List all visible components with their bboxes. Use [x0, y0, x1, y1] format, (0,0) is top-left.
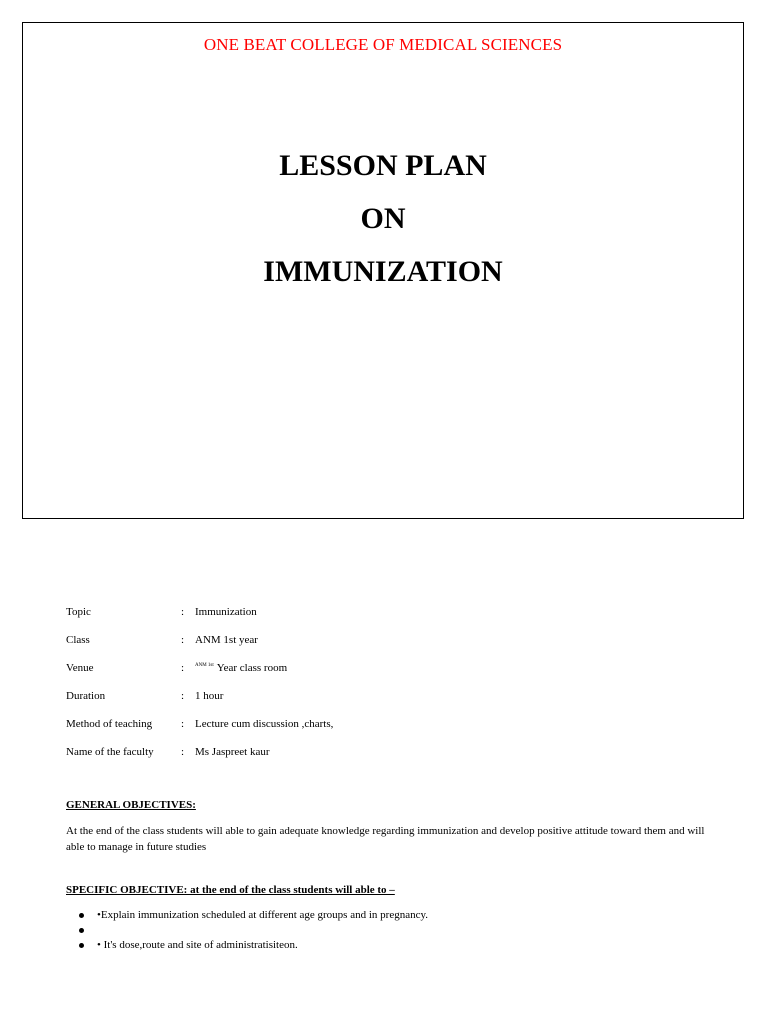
list-item-text: •Explain immunization scheduled at different age groups and in pregnancy. — [97, 909, 428, 921]
bullet-icon — [79, 928, 84, 933]
info-value: Ms Jaspreet kaur — [195, 746, 270, 758]
title-line-3: IMMUNIZATION — [263, 255, 503, 288]
info-separator: : — [181, 606, 185, 618]
cover-title — [23, 139, 743, 298]
info-label: Duration — [66, 690, 106, 702]
title-line-1: LESSON PLAN — [279, 149, 487, 182]
info-label: Topic — [66, 606, 91, 618]
info-value: 1 hour — [195, 690, 224, 702]
info-separator: : — [181, 690, 185, 702]
info-value: Lecture cum discussion ,charts, — [195, 718, 334, 730]
info-label: Class — [66, 634, 90, 646]
info-label: Method of teaching — [66, 718, 153, 730]
info-label: Name of the faculty — [66, 746, 154, 758]
info-separator: : — [181, 634, 185, 646]
info-value — [195, 662, 287, 674]
info-value: ANM 1st year — [195, 634, 258, 646]
specific-objective-list — [66, 908, 706, 953]
bullet-icon — [79, 943, 84, 948]
list-item — [66, 938, 706, 953]
info-value: Immunization — [195, 606, 257, 618]
venue-superscript: ANM 1st — [195, 663, 214, 668]
title-line-2: ON — [360, 202, 406, 235]
bullet-icon — [79, 913, 84, 918]
info-label: Venue — [66, 662, 94, 674]
venue-text: Year class room — [216, 662, 288, 674]
list-item-text: • It's dose,route and site of administratisiteon. — [97, 939, 298, 951]
cover-box — [22, 22, 744, 519]
college-name: ONE BEAT COLLEGE OF MEDICAL SCIENCES — [203, 35, 563, 54]
info-separator: : — [181, 746, 185, 758]
general-objectives-heading: GENERAL OBJECTIVES: — [66, 799, 196, 811]
specific-objective-heading: SPECIFIC OBJECTIVE: at the end of the class students will able to – — [66, 884, 395, 896]
info-separator: : — [181, 662, 185, 674]
info-separator: : — [181, 718, 185, 730]
general-objectives-text: At the end of the class students will able to gain adequate knowledge regarding immunization and develop positive attitude toward them and will able to manage in future studies — [66, 825, 705, 853]
list-item — [66, 908, 706, 923]
list-item — [66, 923, 706, 938]
